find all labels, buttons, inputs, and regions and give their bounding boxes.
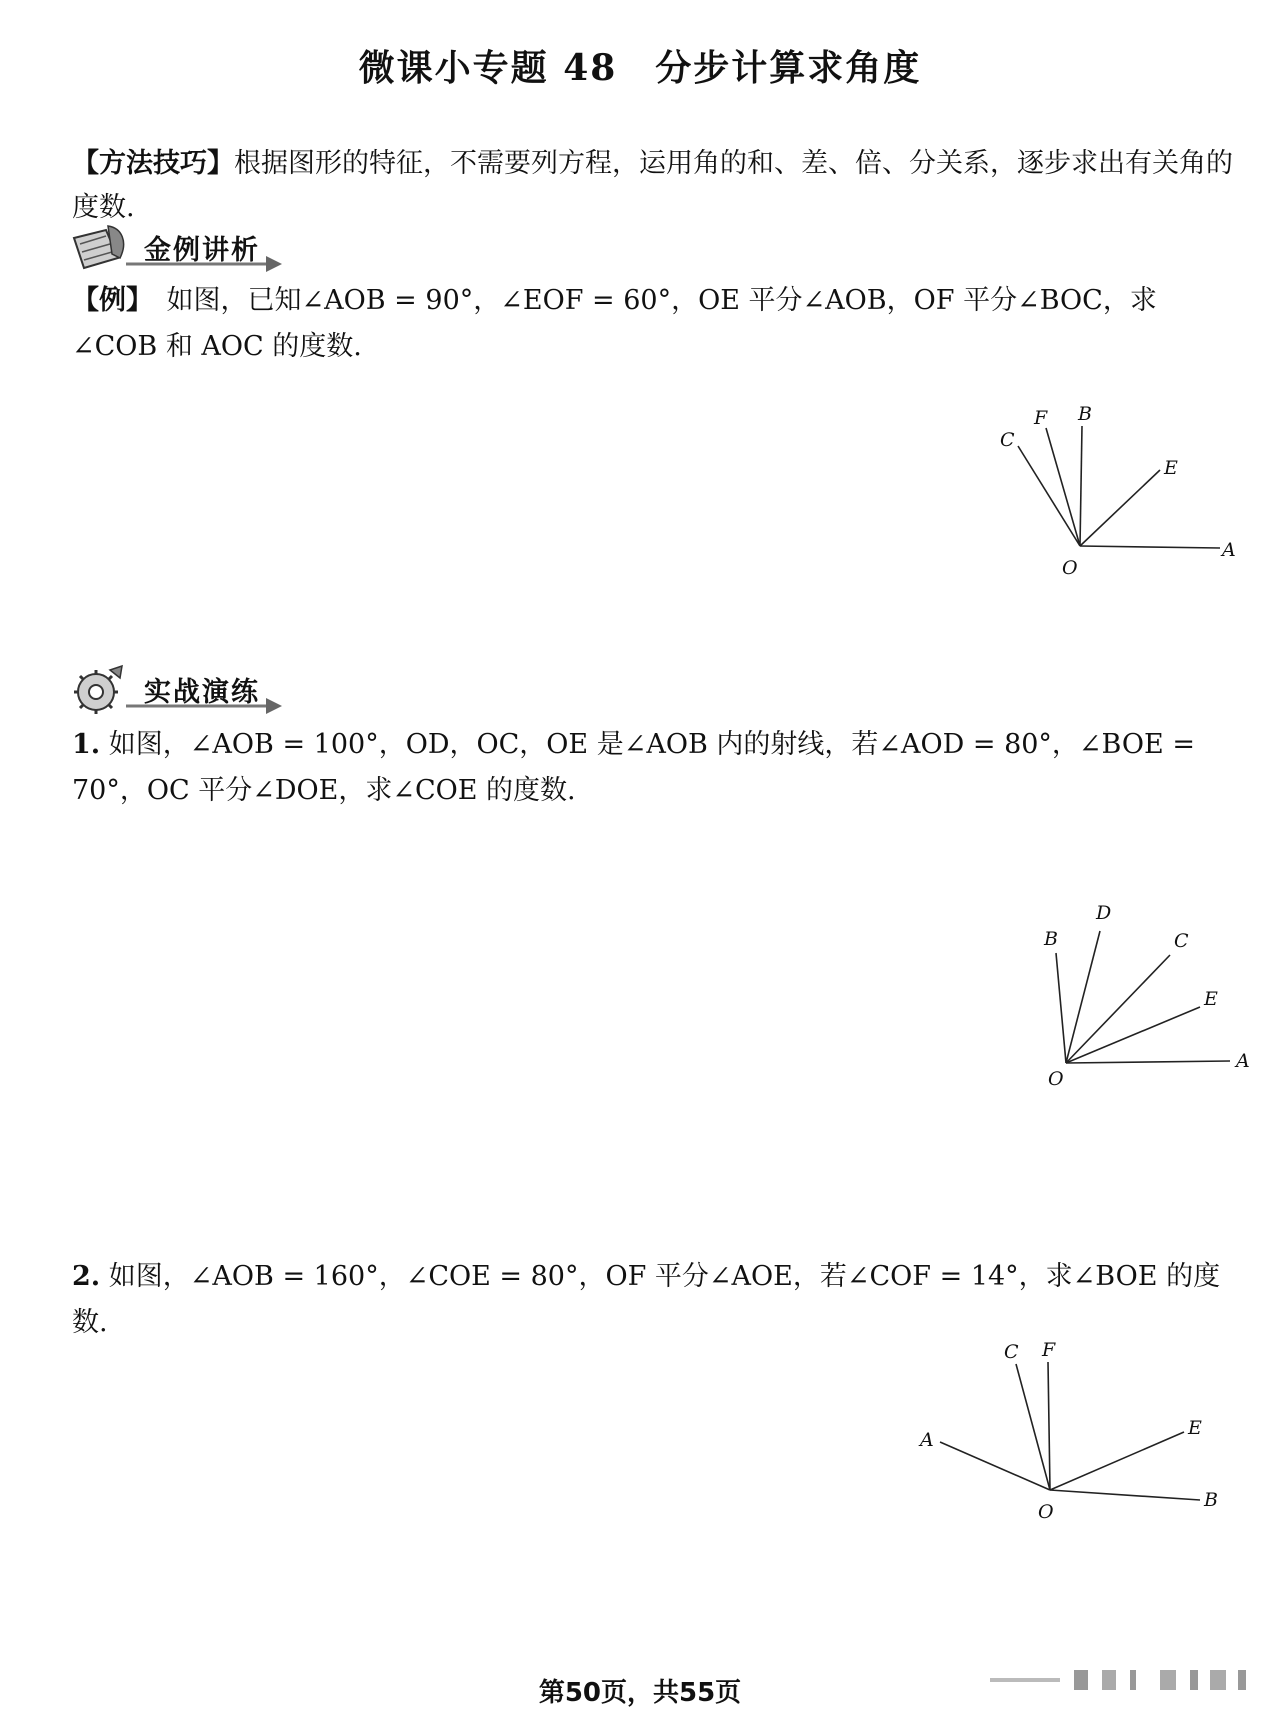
example-lead: 【例】 <box>72 285 140 316</box>
label-O: O <box>1062 557 1078 579</box>
ray-OC <box>1016 1364 1050 1490</box>
question-1 <box>72 722 1242 814</box>
method-tag: 【方法技巧】 <box>72 148 234 179</box>
ray-OA <box>940 1442 1050 1490</box>
banner-practice-label: 实战演练 <box>144 677 260 708</box>
label-E: E <box>1204 988 1218 1010</box>
ray-OB <box>1050 1490 1200 1500</box>
method-text: 根据图形的特征，不需要列方程，运用角的和、差、倍、分关系，逐步求出有关角的度数. <box>72 148 1233 223</box>
ray-OB <box>1056 953 1066 1063</box>
label-E: E <box>1188 1417 1202 1439</box>
example-body: 如图，已知∠AOB = 90°，∠EOF = 60°，OE 平分∠AOB，OF 平分∠BOC，求∠COB 和 AOC 的度数. <box>72 285 1157 362</box>
ray-OD <box>1066 931 1100 1063</box>
banner-practice <box>66 660 316 724</box>
figure-example <box>980 400 1260 600</box>
ray-OC <box>1018 446 1080 546</box>
q2-number: 2. <box>72 1261 101 1292</box>
label-B: B <box>1204 1489 1218 1511</box>
figure-q2 <box>900 1330 1230 1530</box>
method-tips <box>72 142 1242 230</box>
label-A: A <box>1236 1050 1250 1072</box>
label-F: F <box>1042 1339 1056 1361</box>
q1-number: 1. <box>72 729 101 760</box>
ray-OC <box>1066 955 1170 1063</box>
label-C: C <box>1004 1341 1019 1363</box>
label-C: C <box>1000 429 1015 451</box>
label-B: B <box>1078 403 1092 425</box>
ray-OA <box>1080 546 1220 548</box>
ray-OE <box>1080 470 1160 546</box>
ray-OF <box>1048 1362 1050 1490</box>
example-text <box>72 278 1242 370</box>
q1-text: 如图，∠AOB = 100°，OD，OC，OE 是∠AOB 内的射线，若∠AOD = 80°，∠BOE = 70°，OC 平分∠DOE，求∠COE 的度数. <box>72 729 1195 806</box>
ray-OA <box>1066 1061 1230 1063</box>
label-B: B <box>1044 928 1058 950</box>
label-A: A <box>1222 539 1236 561</box>
ray-OE <box>1050 1432 1184 1490</box>
ray-OB <box>1080 426 1082 546</box>
q2-text: 如图，∠AOB = 160°，∠COE = 80°，OF 平分∠AOE，若∠COF = 14°，求∠BOE 的度数. <box>72 1261 1221 1338</box>
ray-OE <box>1066 1007 1200 1063</box>
page-footer: 第50页，共55页 <box>538 1678 742 1708</box>
label-C: C <box>1174 930 1189 952</box>
label-F: F <box>1034 407 1048 429</box>
label-D: D <box>1096 902 1112 924</box>
label-O: O <box>1048 1068 1064 1090</box>
banner-example-label: 金例讲析 <box>144 235 260 266</box>
figure-q1 <box>1030 895 1260 1095</box>
label-E: E <box>1164 457 1178 479</box>
label-A: A <box>920 1429 934 1451</box>
label-O: O <box>1038 1501 1054 1523</box>
ray-OF <box>1046 428 1080 546</box>
banner-example <box>66 218 316 282</box>
page-title: 微课小专题 48 分步计算求角度 <box>358 47 922 89</box>
